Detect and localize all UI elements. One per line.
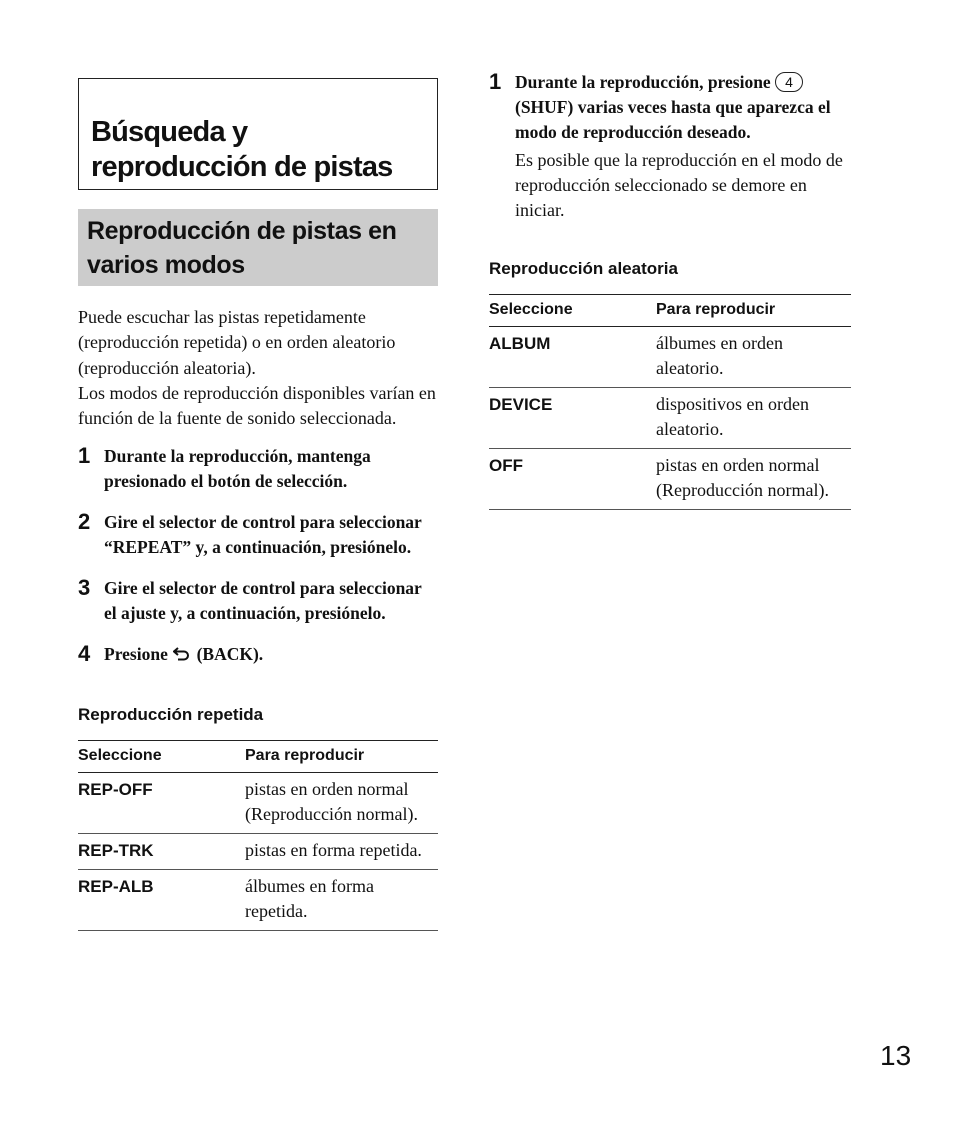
table-row: [78, 773, 438, 834]
table-row: [78, 834, 438, 870]
title-box: [78, 78, 438, 190]
intro-paragraph: Puede escuchar las pistas repetidamente (reproducción repetida) o en orden aleatorio (reproducción aleatoria).: [78, 307, 396, 378]
button-4-icon: 4: [775, 72, 803, 92]
step-2: [78, 510, 438, 560]
table-header-row: [489, 295, 851, 327]
section-header: [78, 209, 438, 286]
repeat-section: [78, 704, 438, 931]
step-number: 4: [78, 641, 91, 667]
option-value: pistas en orden normal (Reproducción normal).: [245, 773, 438, 834]
repeat-heading: Reproducción repetida: [78, 705, 264, 725]
option-key: REP-ALB: [78, 870, 245, 931]
option-value: álbumes en forma repetida.: [245, 870, 438, 931]
shuffle-heading: Reproducción aleatoria: [489, 259, 678, 278]
step-text: [104, 642, 263, 667]
step-text: Gire el selector de control para seleccionar el ajuste y, a continuación, presiónelo.: [104, 578, 422, 624]
column-header-play: Para reproducir: [656, 295, 851, 327]
intro-text: [78, 305, 438, 431]
step-note: Es posible que la reproducción en el modo de reproducción seleccionado se demore en iniciar.: [515, 150, 843, 220]
step-1: [78, 444, 438, 494]
page-number: 13: [880, 1040, 912, 1071]
step-text-before: Durante la reproducción, presione: [515, 72, 771, 92]
step-text: [515, 70, 851, 145]
table-row: [78, 870, 438, 931]
intro-paragraph: Los modos de reproducción disponibles varían en función de la fuente de sonido seleccionada.: [78, 382, 436, 429]
table-row: [489, 327, 851, 388]
option-value: dispositivos en orden aleatorio.: [656, 388, 851, 449]
option-value: álbumes en orden aleatorio.: [656, 327, 851, 388]
page-title: Búsqueda y reproducción de pistas: [91, 116, 393, 183]
step-text-after: (SHUF) varias veces hasta que aparezca el modo de reproducción deseado.: [515, 97, 831, 142]
back-arrow-icon: [173, 647, 191, 661]
step-3: [78, 576, 438, 626]
step-list: [78, 444, 438, 667]
shuffle-table: [489, 294, 851, 510]
step-number: 2: [78, 509, 91, 535]
step-text-after: (BACK).: [196, 644, 264, 665]
option-key: ALBUM: [489, 327, 656, 388]
column-header-select: Seleccione: [78, 741, 245, 773]
option-value: pistas en forma repetida.: [245, 834, 438, 870]
option-key: DEVICE: [489, 388, 656, 449]
shuffle-section: [489, 258, 851, 510]
option-value: pistas en orden normal (Reproducción normal).: [656, 449, 851, 510]
step-text: Gire el selector de control para seleccionar “REPEAT” y, a continuación, presiónelo.: [104, 512, 422, 558]
table-row: [489, 388, 851, 449]
shuffle-step-body: [515, 70, 851, 223]
table-row: [489, 449, 851, 510]
step-number: 1: [489, 69, 502, 94]
table-header-row: [78, 741, 438, 773]
step-4: [78, 642, 438, 667]
step-text: Durante la reproducción, mantenga presionado el botón de selección.: [104, 446, 371, 492]
left-column: [78, 78, 438, 931]
step-text-before: Presione: [104, 644, 168, 665]
step-number: 3: [78, 575, 91, 601]
right-column: [489, 70, 851, 510]
option-key: REP-OFF: [78, 773, 245, 834]
repeat-table: [78, 740, 438, 931]
option-key: OFF: [489, 449, 656, 510]
column-header-select: Seleccione: [489, 295, 656, 327]
section-title: Reproducción de pistas en varios modos: [87, 217, 397, 279]
step-number: 1: [78, 443, 91, 469]
column-header-play: Para reproducir: [245, 741, 438, 773]
option-key: REP-TRK: [78, 834, 245, 870]
shuffle-step: [489, 70, 851, 223]
